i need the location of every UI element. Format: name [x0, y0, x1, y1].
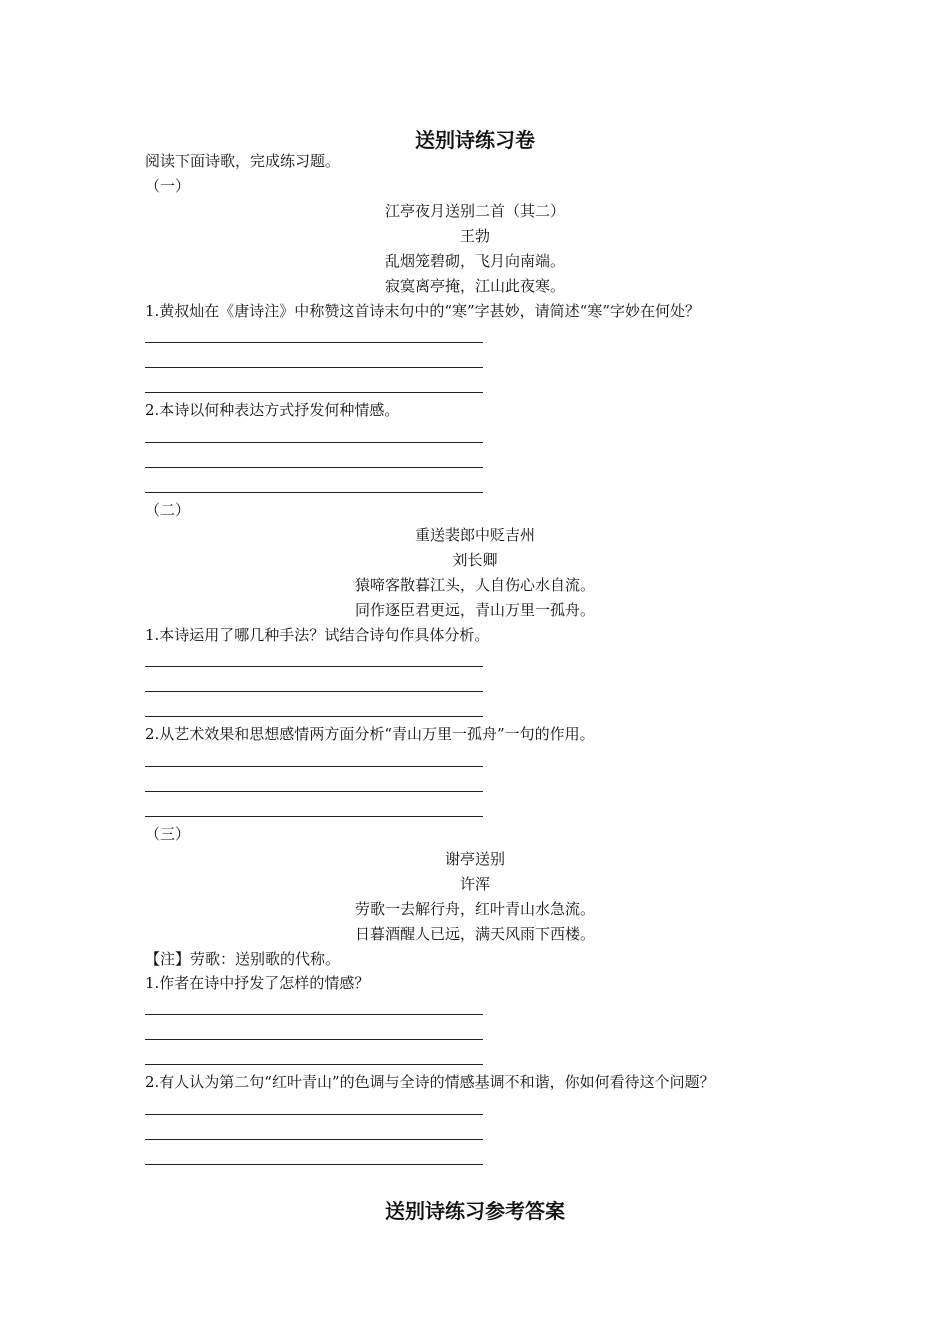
answer-line[interactable] [145, 791, 483, 792]
section-1-question-1: 1.黄叔灿在《唐诗注》中称赞这首诗末句中的“寒”字甚妙，请简述“寒”字妙在何处？ [145, 302, 700, 320]
section-2-author: 刘长卿 [452, 551, 498, 569]
answer-line[interactable] [145, 1164, 483, 1165]
answer-line[interactable] [145, 1114, 483, 1115]
answer-line[interactable] [145, 1039, 483, 1040]
section-3-question-2: 2.有人认为第二句“红叶青山”的色调与全诗的情感基调不和谐，你如何看待这个问题？ [145, 1073, 715, 1091]
answer-line[interactable] [145, 442, 483, 443]
section-2-poem-line-2: 同作逐臣君更远，青山万里一孤舟。 [354, 601, 595, 619]
section-1-poem-line-2: 寂寞离亭掩，江山此夜寒。 [384, 277, 565, 295]
section-1-label: （一） [145, 177, 191, 195]
answer-line[interactable] [145, 1014, 483, 1015]
section-3-poem-line-2: 日暮酒醒人已远，满天风雨下西楼。 [354, 925, 595, 943]
section-3-poem-title: 谢亭送别 [444, 850, 505, 868]
answer-line[interactable] [145, 492, 483, 493]
answer-line[interactable] [145, 716, 483, 717]
section-3-author: 许浑 [459, 875, 490, 893]
section-2-poem-title: 重送裴郎中贬吉州 [414, 526, 535, 544]
section-1-poem-line-1: 乱烟笼碧砌，飞月向南端。 [384, 252, 565, 270]
section-3-label: （三） [145, 825, 191, 843]
section-2-question-2: 2.从艺术效果和思想感情两方面分析“青山万里一孤舟”一句的作用。 [145, 725, 595, 743]
answer-line[interactable] [145, 691, 483, 692]
section-3-poem-line-1: 劳歌一去解行舟，红叶青山水急流。 [354, 900, 595, 918]
section-1-poem-title: 江亭夜月送别二首（其二） [384, 202, 565, 220]
section-2-poem-line-1: 猿啼客散暮江头，人自伤心水自流。 [354, 576, 595, 594]
section-2-label: （二） [145, 501, 191, 519]
section-2-question-1: 1.本诗运用了哪几种手法？试结合诗句作具体分析。 [145, 626, 490, 644]
answer-line[interactable] [145, 816, 483, 817]
answer-line[interactable] [145, 342, 483, 343]
answer-line[interactable] [145, 1139, 483, 1140]
answer-line[interactable] [145, 467, 483, 468]
section-3-question-1: 1.作者在诗中抒发了怎样的情感？ [145, 974, 370, 992]
answer-line[interactable] [145, 392, 483, 393]
intro-text: 阅读下面诗歌，完成练习题。 [145, 152, 341, 170]
answer-line[interactable] [145, 1064, 483, 1065]
answer-line[interactable] [145, 367, 483, 368]
section-1-question-2: 2.本诗以何种表达方式抒发何种情感。 [145, 401, 400, 419]
answer-line[interactable] [145, 666, 483, 667]
section-3-note: 【注】劳歌：送别歌的代称。 [145, 950, 341, 968]
answer-line[interactable] [145, 766, 483, 767]
section-1-author: 王勃 [459, 227, 490, 245]
answer-title: 送别诗练习参考答案 [385, 1199, 565, 1223]
page-title: 送别诗练习卷 [415, 128, 535, 152]
